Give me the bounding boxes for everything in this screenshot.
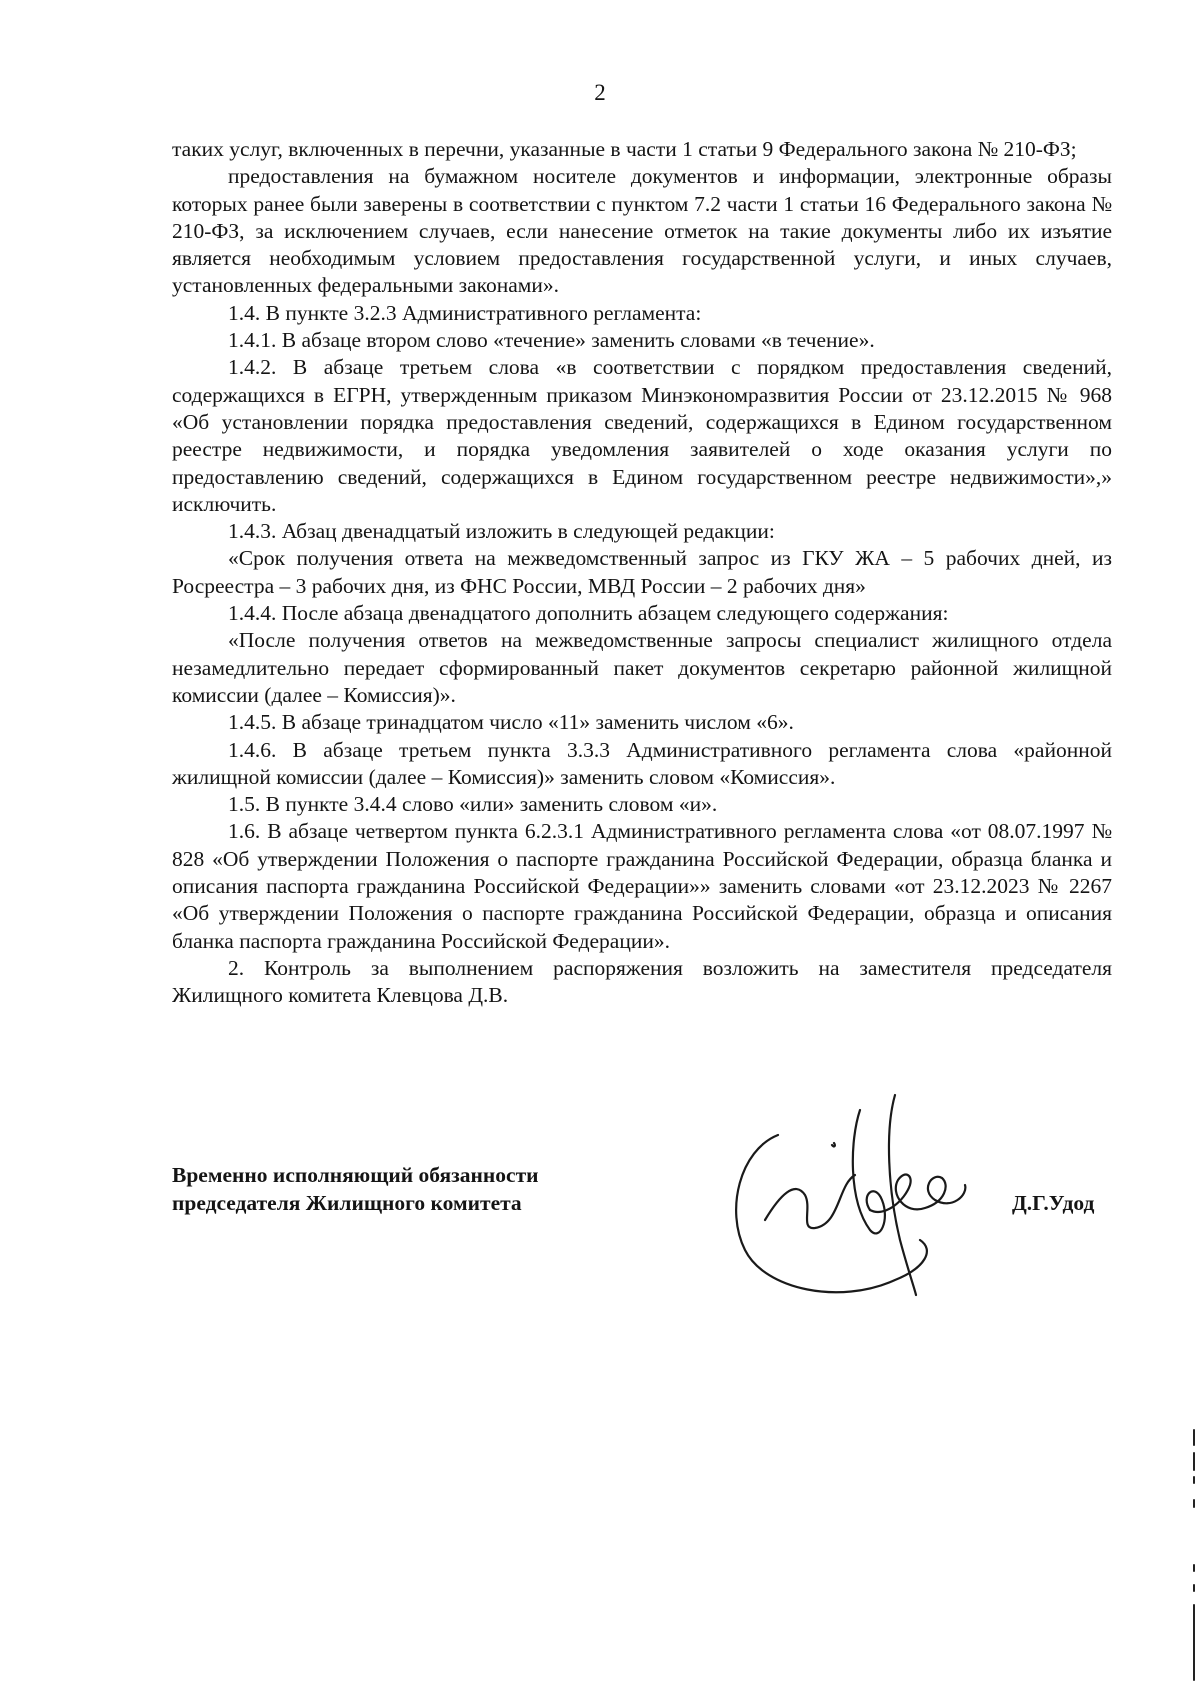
paragraph: 1.4.2. В абзаце третьем слова «в соответствии с порядком предоставления сведений, содержащихся в ЕГРН, утвержденным приказом Минэкономразвития России от 23.12.2015 № 968 «Об установлении порядка предоставления сведений, содержащихся в Едином государственном реестре недвижимости, и порядка уведомления заявителей о ходе оказания услуги по предоставлению сведений, содержащихся в Едином государственном реестре недвижимости»,» исключить.: [172, 355, 1112, 516]
paragraph: таких услуг, включенных в перечни, указанные в части 1 статьи 9 Федерального закона № 210-ФЗ;: [172, 137, 1077, 161]
paragraph: 1.5. В пункте 3.4.4 слово «или» заменить словом «и».: [228, 792, 718, 817]
paragraph: 1.4.4. После абзаца двенадцатого дополнить абзацем следующего содержания:: [228, 601, 949, 626]
paragraph: 1.4.5. В абзаце тринадцатом число «11» заменить числом «6».: [228, 710, 794, 735]
signer-name: Д.Г.Удод: [1012, 1191, 1095, 1215]
signer-position-line: Временно исполняющий обязанности: [172, 1163, 539, 1187]
paragraph: 1.4.3. Абзац двенадцатый изложить в следующей редакции:: [228, 519, 775, 544]
signer-position: [172, 1161, 539, 1217]
signer-position-line: председателя Жилищного комитета: [172, 1191, 522, 1215]
paragraph: 1.4.1. В абзаце втором слово «течение» заменить словами «в течение».: [228, 328, 875, 353]
paragraph: 2. Контроль за выполнением распоряжения возложить на заместителя председателя Жилищного комитета Клевцова Д.В.: [172, 955, 1112, 1008]
handwritten-signature: [720, 1090, 980, 1300]
paragraph: 1.4.6. В абзаце третьем пункта 3.3.3 Административного регламента слова «районной жилищной комиссии (далее – Комиссия)» заменить словом «Комиссия».: [172, 737, 1112, 789]
document-body: [172, 136, 1112, 1010]
paragraph: «Срок получения ответа на межведомственный запрос из ГКУ ЖА – 5 рабочих дней, из Росреестра – 3 рабочих дня, из ФНС России, МВД России – 2 рабочих дня»: [172, 546, 1112, 598]
scan-edge-marks: [1190, 1425, 1198, 1685]
paragraph: 1.6. В абзаце четвертом пункта 6.2.3.1 Административного регламента слова «от 08.07.1997 № 828 «Об утверждении Положения о паспорте гражданина Российской Федерации, образца бланка и описания паспорта гражданина Российской Федерации»» заменить словами «от 23.12.2023 № 2267 «Об утверждении Положения о паспорте гражданина Российской Федерации, образца и описания бланка паспорта гражданина Российской Федерации».: [172, 819, 1112, 953]
paragraph: предоставления на бумажном носителе документов и информации, электронные образы которых ранее были заверены в соответствии с пунктом 7.2 части 1 статьи 16 Федерального закона № 210-ФЗ, за исключением случаев, если нанесение отметок на такие документы либо их изъятие является необходимым условием предоставления государственной услуги, и иных случаев, установленных федеральными законами».: [172, 164, 1112, 298]
paragraph: 1.4. В пункте 3.2.3 Административного регламента:: [228, 300, 702, 325]
page-number: 2: [594, 80, 606, 105]
paragraph: «После получения ответов на межведомственные запросы специалист жилищного отдела незамедлительно передает сформированный пакет документов секретарю районной жилищной комиссии (далее – Комиссия)».: [172, 628, 1112, 707]
